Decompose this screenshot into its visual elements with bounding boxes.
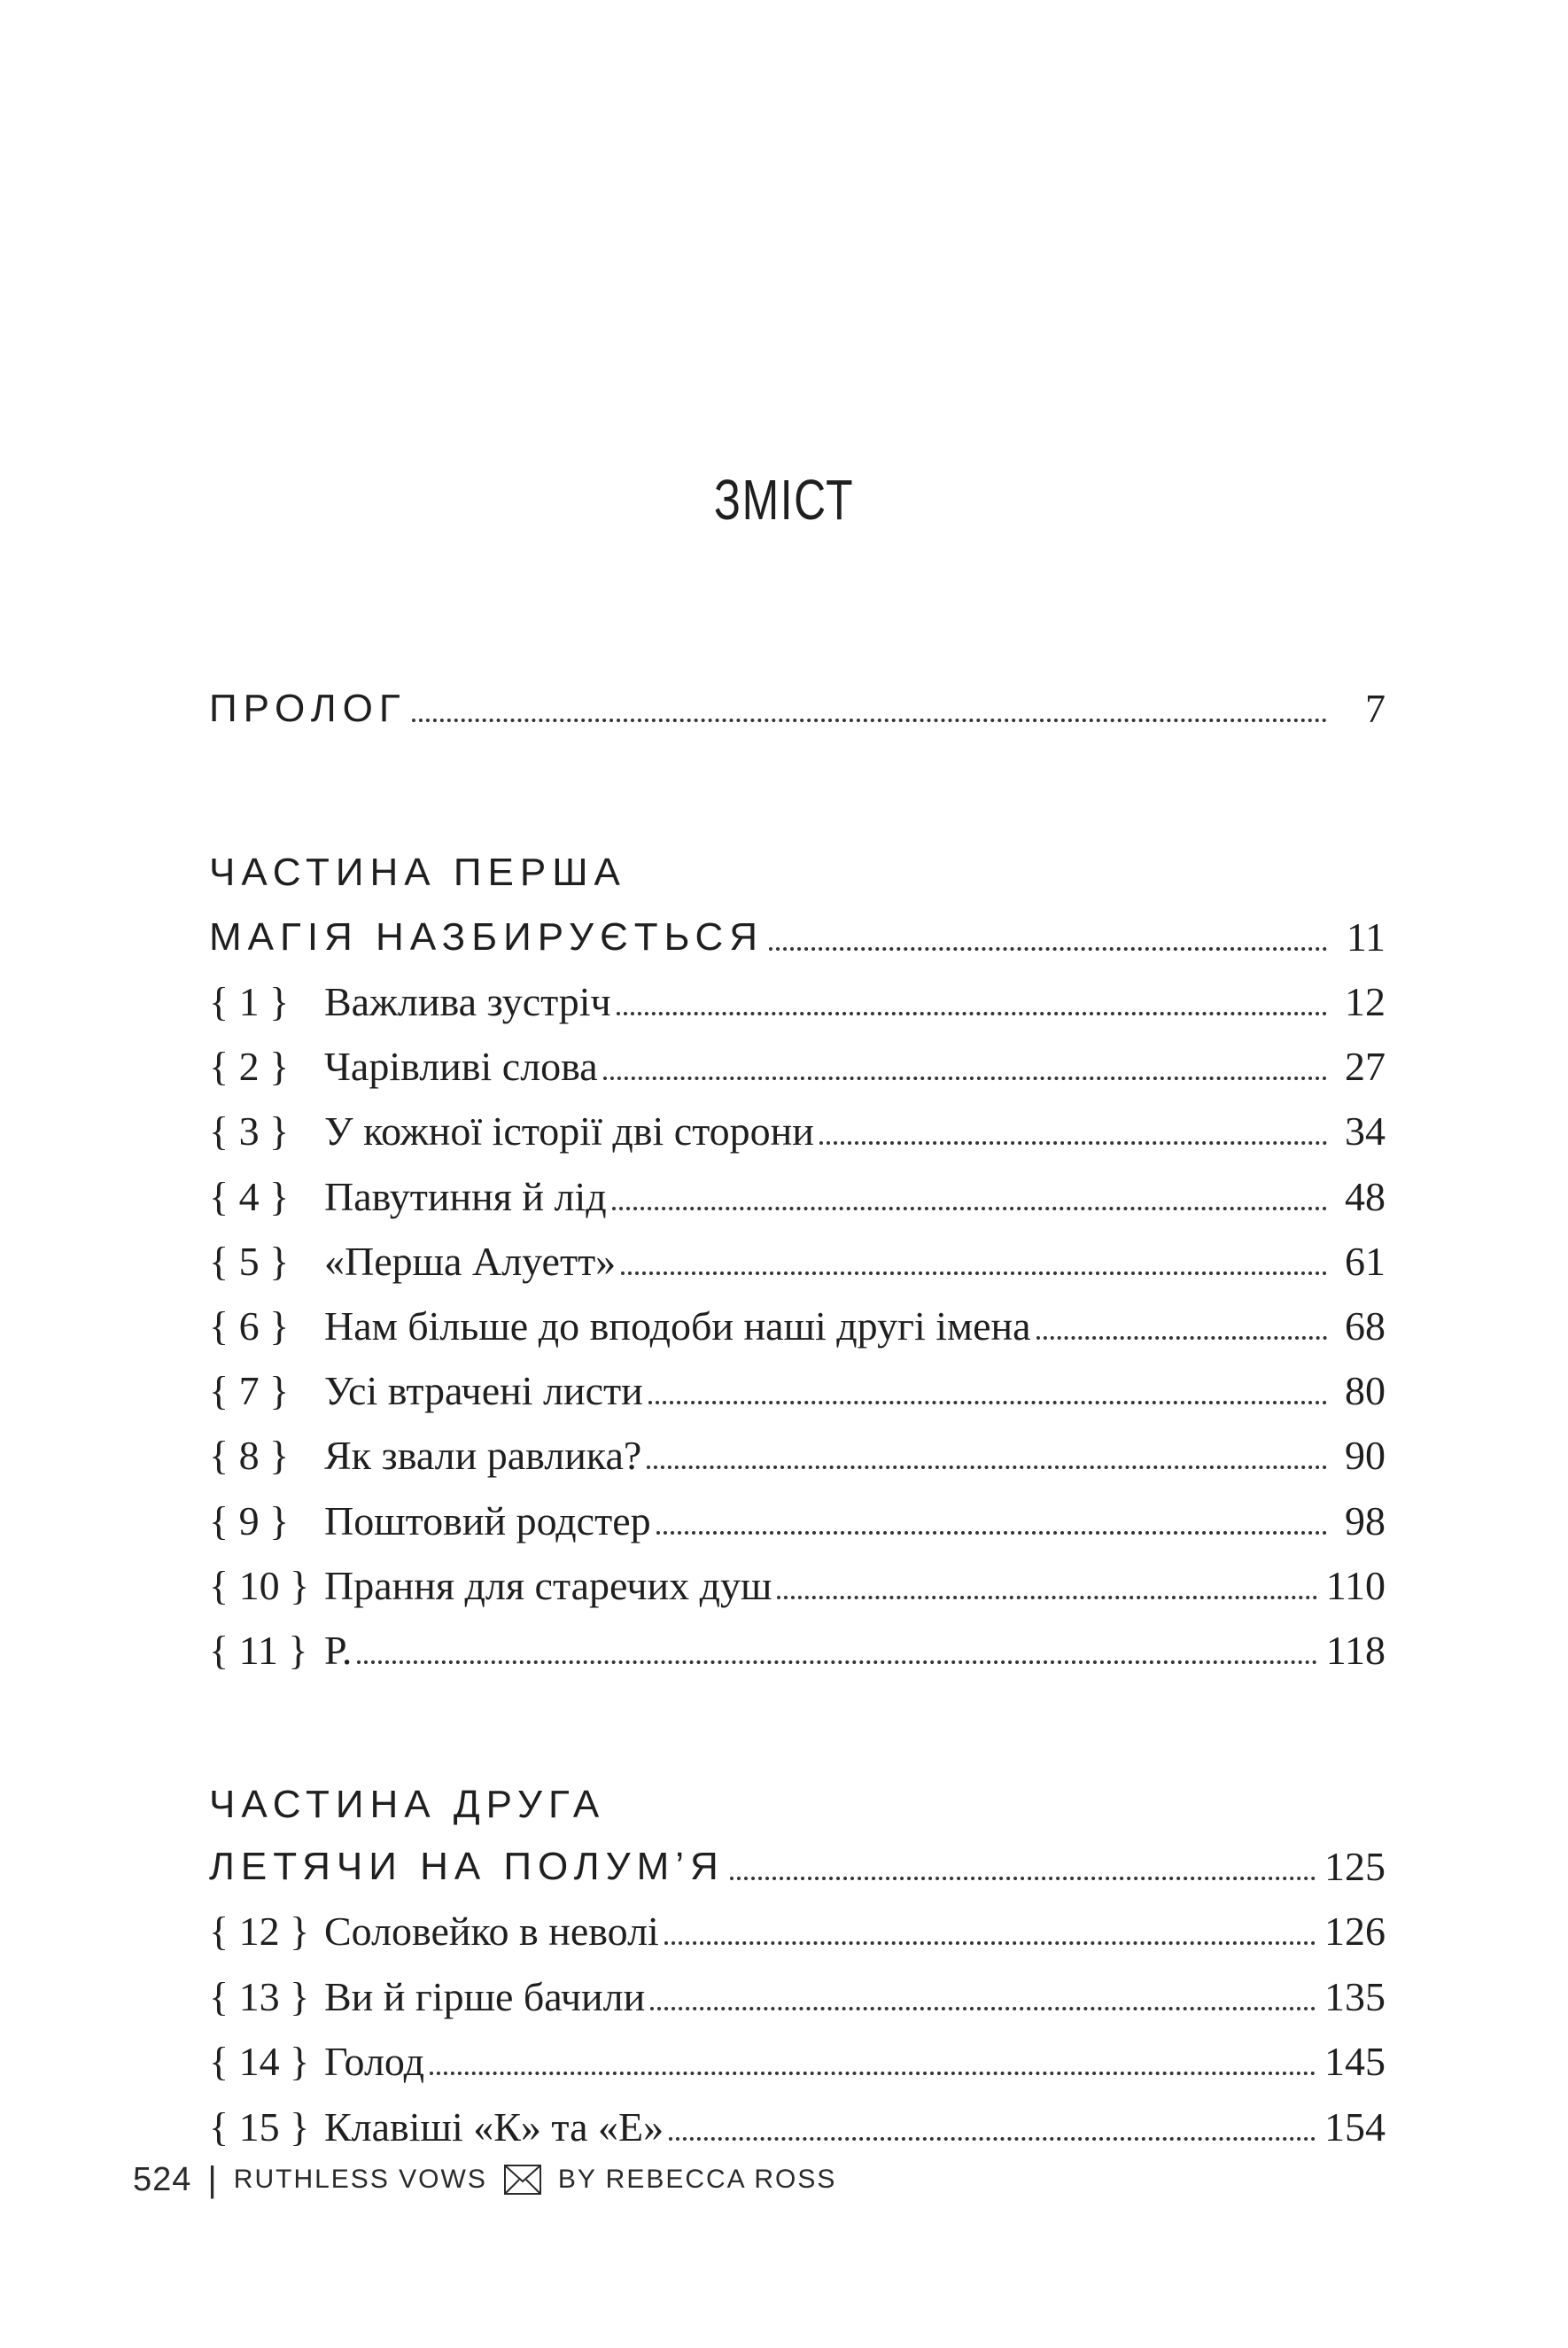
chapter-page: 80 — [1345, 1368, 1386, 1414]
leader-dots — [357, 1660, 1316, 1664]
toc-chapter-entry[interactable] — [209, 1170, 1386, 1224]
chapter-page: 145 — [1324, 2039, 1386, 2084]
leader-dots — [430, 2072, 1316, 2075]
chapter-title: Прання для старечих душ — [324, 1562, 772, 1608]
chapter-page: 68 — [1345, 1303, 1386, 1349]
chapter-number: { 10 } — [209, 1562, 310, 1608]
part2-page: 125 — [1324, 1844, 1386, 1889]
leader-dots — [603, 1077, 1327, 1080]
leader-dots — [650, 2007, 1316, 2010]
chapter-title: Усі втрачені листи — [324, 1368, 643, 1414]
part2-subtitle: ЛЕТЯЧИ НА ПОЛУМ’Я — [209, 1845, 725, 1888]
part2-heading: ЧАСТИНА ДРУГА — [209, 1783, 606, 1826]
chapter-number: { 13 } — [209, 1973, 310, 2019]
toc-entry-prologue[interactable] — [209, 682, 1386, 735]
leader-dots — [730, 1877, 1316, 1880]
leader-dots — [621, 1271, 1327, 1275]
part1-page: 11 — [1346, 914, 1386, 960]
chapter-title: Поштовий родстер — [324, 1497, 651, 1543]
chapter-title: «Перша Алуетт» — [324, 1238, 617, 1284]
chapter-number: { 15 } — [209, 2103, 310, 2150]
footer-book-title: RUTHLESS VOWS — [233, 2165, 487, 2194]
chapter-title: Важлива зустріч — [324, 979, 611, 1024]
chapter-title: Ви й гірше бачили — [324, 1973, 646, 2019]
chapter-number: { 7 } — [209, 1368, 290, 1414]
toc-chapter-entry[interactable] — [209, 976, 1386, 1029]
chapter-title: Павутиння й лід — [324, 1173, 607, 1219]
leader-dots — [617, 1012, 1327, 1015]
chapter-page: 135 — [1324, 1973, 1386, 2019]
footer-page-number: 524 — [133, 2160, 192, 2198]
leader-dots — [664, 1941, 1316, 1945]
footer-separator: | — [207, 2159, 218, 2199]
toc-chapter-entry[interactable] — [209, 1040, 1386, 1093]
leader-dots — [669, 2137, 1316, 2141]
prologue-page: 7 — [1365, 686, 1386, 731]
chapter-title: Клавіші «К» та «Е» — [324, 2103, 664, 2150]
footer-author: BY REBECCA ROSS — [557, 2165, 837, 2194]
toc-chapter-entry[interactable] — [209, 1105, 1386, 1158]
toc-chapter-entry[interactable] — [209, 1559, 1386, 1613]
part1-heading: ЧАСТИНА ПЕРША — [209, 851, 626, 894]
chapter-page: 98 — [1345, 1497, 1386, 1543]
chapter-number: { 14 } — [209, 2039, 310, 2084]
chapter-title: Як звали равлика? — [324, 1433, 642, 1479]
chapter-page: 126 — [1324, 1909, 1386, 1954]
chapter-number: { 5 } — [209, 1238, 290, 1284]
page-title: ЗМІСТ — [713, 468, 855, 532]
toc-chapter-entry[interactable] — [209, 1235, 1386, 1288]
chapter-title: У кожної історії дві сторони — [324, 1108, 814, 1155]
toc-chapter-entry[interactable] — [209, 1364, 1386, 1418]
chapter-number: { 11 } — [209, 1628, 308, 1673]
running-footer — [133, 2153, 836, 2206]
chapter-page: 61 — [1345, 1238, 1386, 1284]
chapter-page: 27 — [1345, 1044, 1386, 1090]
chapter-page: 154 — [1324, 2103, 1386, 2150]
chapter-number: { 8 } — [209, 1433, 290, 1479]
leader-dots — [648, 1401, 1327, 1404]
leader-dots — [412, 719, 1327, 722]
toc-chapter-entry[interactable] — [209, 2101, 1386, 2154]
chapter-page: 12 — [1345, 979, 1386, 1024]
chapter-number: { 12 } — [209, 1909, 310, 1954]
leader-dots — [777, 1596, 1316, 1599]
chapter-title: Чарівливі слова — [324, 1044, 598, 1090]
chapter-page: 34 — [1345, 1108, 1386, 1155]
envelope-icon — [503, 2162, 542, 2197]
chapter-number: { 4 } — [209, 1173, 290, 1219]
leader-dots — [612, 1207, 1327, 1210]
toc-chapter-entry[interactable] — [209, 1300, 1386, 1353]
leader-dots — [1036, 1336, 1327, 1340]
part1-subtitle: МАГІЯ НАЗБИРУЄТЬСЯ — [209, 915, 765, 959]
toc-chapter-entry[interactable] — [209, 1905, 1386, 1958]
chapter-page: 110 — [1325, 1562, 1386, 1608]
chapter-title: Р. — [324, 1628, 353, 1673]
leader-dots — [769, 947, 1327, 951]
toc-chapter-entry[interactable] — [209, 1624, 1386, 1677]
chapter-title: Голод — [324, 2039, 424, 2084]
chapter-number: { 1 } — [209, 979, 290, 1024]
toc-entry-part1[interactable] — [209, 911, 1386, 964]
toc-entry-part2[interactable] — [209, 1840, 1386, 1893]
leader-dots — [656, 1531, 1327, 1535]
toc-chapter-entry[interactable] — [209, 1429, 1386, 1482]
chapter-page: 90 — [1345, 1433, 1386, 1479]
chapter-title: Нам більше до вподоби наші другі імена — [324, 1303, 1031, 1349]
toc-chapter-entry[interactable] — [209, 1495, 1386, 1548]
prologue-label: ПРОЛОГ — [209, 687, 407, 730]
chapter-number: { 6 } — [209, 1303, 290, 1349]
toc-chapter-entry[interactable] — [209, 1971, 1386, 2024]
chapter-number: { 9 } — [209, 1497, 290, 1543]
chapter-number: { 3 } — [209, 1108, 290, 1155]
chapter-title: Соловейко в неволі — [324, 1909, 659, 1954]
leader-dots — [647, 1466, 1327, 1469]
leader-dots — [819, 1141, 1327, 1145]
toc-chapter-entry[interactable] — [209, 2035, 1386, 2088]
chapter-page: 48 — [1345, 1173, 1386, 1219]
chapter-page: 118 — [1325, 1628, 1386, 1673]
chapter-number: { 2 } — [209, 1044, 290, 1090]
